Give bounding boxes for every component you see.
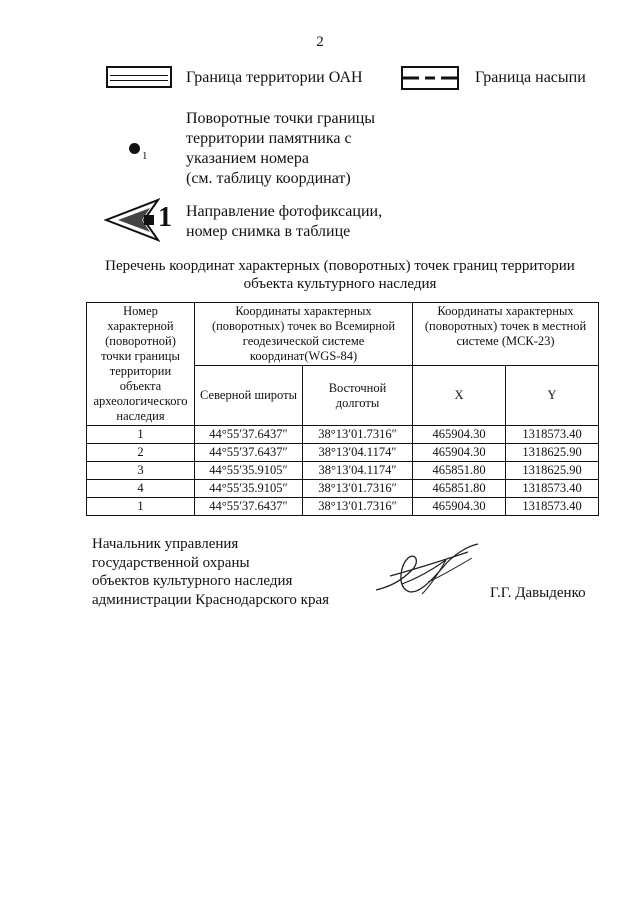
signatory-title-line: администрации Краснодарского края [92, 591, 330, 608]
cell-x: 465904.30 [413, 444, 506, 462]
subheader-y: Y [506, 366, 599, 426]
header-wgs84: Координаты характерных (поворотных) точек во Всемирной геодезической системе координат(WGS-84) [195, 303, 413, 366]
cell-number: 4 [87, 480, 195, 498]
mound-boundary-symbol [401, 66, 459, 90]
table-row [87, 480, 599, 498]
table-row [87, 462, 599, 480]
legend-line: территории памятника с [186, 130, 352, 147]
photo-direction-arrow-icon [104, 198, 160, 242]
cell-x: 465851.80 [413, 480, 506, 498]
signatory-name: Г.Г. Давыденко [490, 585, 586, 601]
cell-latitude: 44°55′35.9105″ [195, 480, 303, 498]
turning-points-description [186, 109, 375, 189]
table-title [60, 257, 620, 293]
cell-number: 1 [87, 426, 195, 444]
turning-point-icon [129, 143, 140, 154]
subheader-north-latitude: Северной широты [195, 366, 303, 426]
legend-line: Поворотные точки границы [186, 110, 376, 127]
cell-longitude: 38°13′04.1174″ [303, 444, 413, 462]
cell-y: 1318573.40 [506, 498, 599, 516]
oan-boundary-label: Граница территории ОАН [186, 69, 363, 86]
cell-y: 1318625.90 [506, 462, 599, 480]
cell-y: 1318625.90 [506, 444, 599, 462]
cell-latitude: 44°55′37.6437″ [195, 444, 303, 462]
header-point-number: Номер характерной (поворотной) точки границы территории объекта археологического наследия [87, 303, 195, 426]
mound-boundary-label: Граница насыпи [475, 69, 586, 86]
cell-number: 2 [87, 444, 195, 462]
cell-latitude: 44°55′35.9105″ [195, 462, 303, 480]
header-msk23: Координаты характерных (поворотных) точек в местной системе (МСК-23) [413, 303, 599, 366]
photo-number: 1 [158, 202, 172, 233]
legend-line: Направление фотофиксации, [186, 203, 383, 220]
signatory-title-line: Начальник управления [92, 536, 239, 552]
cell-y: 1318573.40 [506, 480, 599, 498]
legend-line: указанием номера [186, 150, 309, 167]
cell-longitude: 38°13′01.7316″ [303, 426, 413, 444]
photo-direction-description [186, 202, 382, 242]
subheader-east-longitude: Восточной долготы [303, 366, 413, 426]
cell-x: 465904.30 [413, 498, 506, 516]
table-title-line: Перечень координат характерных (поворотных) точек границ территории [105, 258, 575, 274]
cell-number: 3 [87, 462, 195, 480]
table-title-line: объекта культурного наследия [243, 276, 437, 292]
handwritten-signature [372, 540, 482, 606]
turning-point-number: 1 [142, 150, 148, 162]
legend-line: номер снимка в таблице [186, 223, 351, 240]
coordinates-table [86, 302, 599, 516]
cell-latitude: 44°55′37.6437″ [195, 426, 303, 444]
cell-y: 1318573.40 [506, 426, 599, 444]
cell-longitude: 38°13′01.7316″ [303, 480, 413, 498]
signatory-title-line: объектов культурного наследия [92, 573, 293, 589]
oan-boundary-symbol [106, 66, 172, 88]
page-number: 2 [316, 34, 324, 50]
cell-x: 465904.30 [413, 426, 506, 444]
table-row [87, 498, 599, 516]
subheader-x: X [413, 366, 506, 426]
table-row [87, 426, 599, 444]
table-row [87, 444, 599, 462]
cell-number: 1 [87, 498, 195, 516]
cell-longitude: 38°13′01.7316″ [303, 498, 413, 516]
signatory-title [92, 535, 329, 609]
legend-line: (см. таблицу координат) [186, 170, 351, 187]
cell-x: 465851.80 [413, 462, 506, 480]
cell-latitude: 44°55′37.6437″ [195, 498, 303, 516]
cell-longitude: 38°13′04.1174″ [303, 462, 413, 480]
signatory-title-line: государственной охраны [92, 554, 250, 571]
